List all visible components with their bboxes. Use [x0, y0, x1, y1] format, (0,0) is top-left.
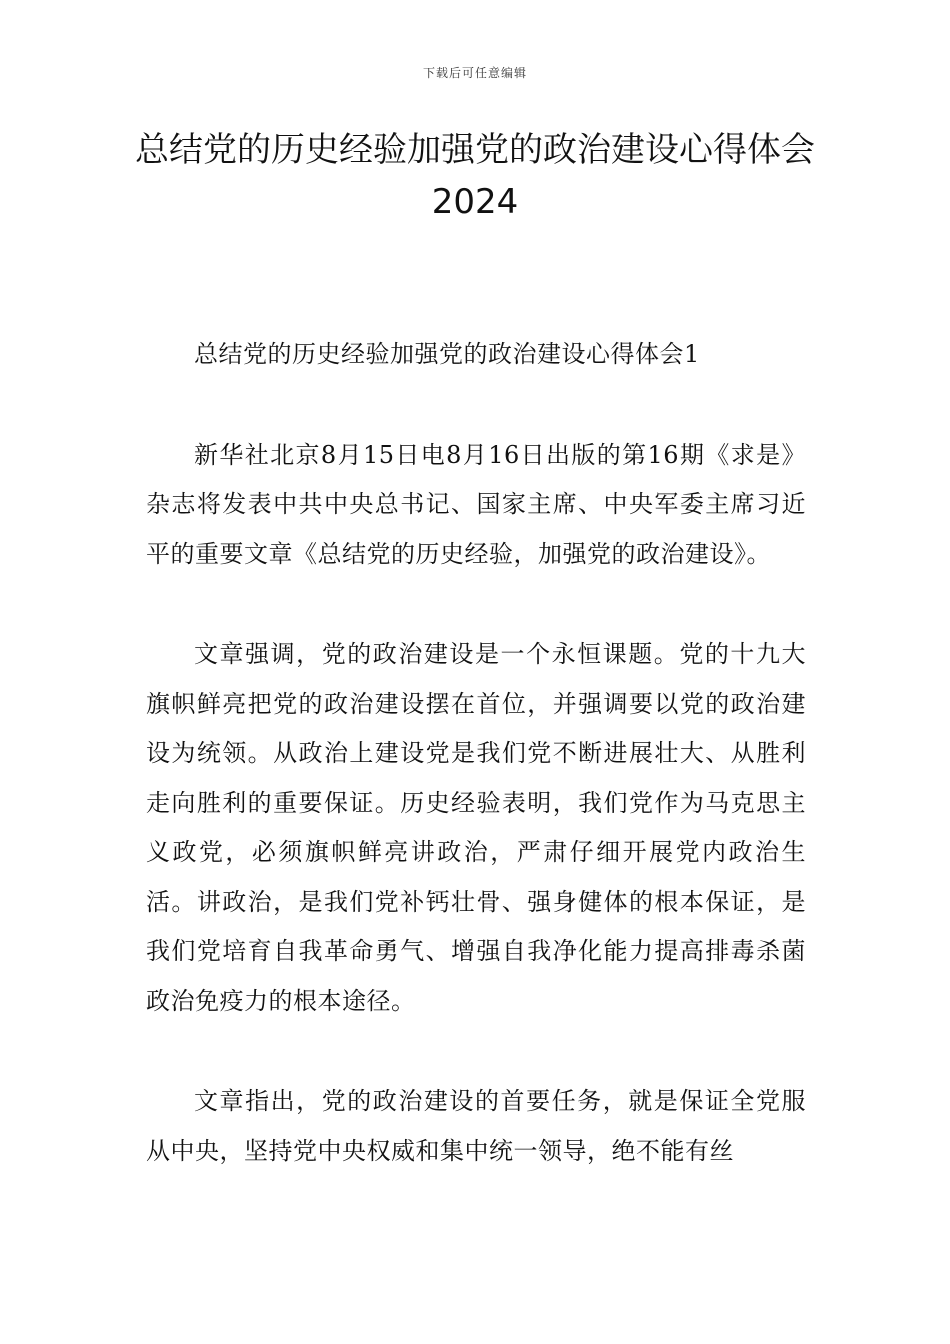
header-note: 下载后可任意编辑 [422, 66, 527, 80]
paragraph-2: 文章强调，党的政治建设是一个永恒课题。党的十九大旗帜鲜亮把党的政治建设摆在首位，并强调要以党的政治建设为统领。从政治上建设党是我们党不断进展壮大、从胜利走向胜利的重要保证。历史经验表明，我们党作为马克思主义政党，必须旗帜鲜亮讲政治，严肃仔细开展党内政治生活。讲政治，是我们党补钙壮骨、强身健体的根本保证，是我们党培育自我革命勇气、增强自我净化能力提高排毒杀菌政治免疫力的根本途径。 [146, 640, 806, 1015]
document-title: 总结党的历史经验加强党的政治建设心得体会2024 [135, 130, 815, 222]
paragraph-1: 新华社北京8月15日电8月16日出版的第16期《求是》杂志将发表中共中央总书记、国家主席、中央军委主席习近平的重要文章《总结党的历史经验，加强党的政治建设》。 [146, 440, 806, 568]
document-body [146, 330, 806, 1227]
section-subheading: 总结党的历史经验加强党的政治建设心得体会1 [194, 340, 700, 368]
paragraph-3: 文章指出，党的政治建设的首要任务，就是保证全党服从中央，坚持党中央权威和集中统一领导，绝不能有丝 [146, 1087, 806, 1165]
